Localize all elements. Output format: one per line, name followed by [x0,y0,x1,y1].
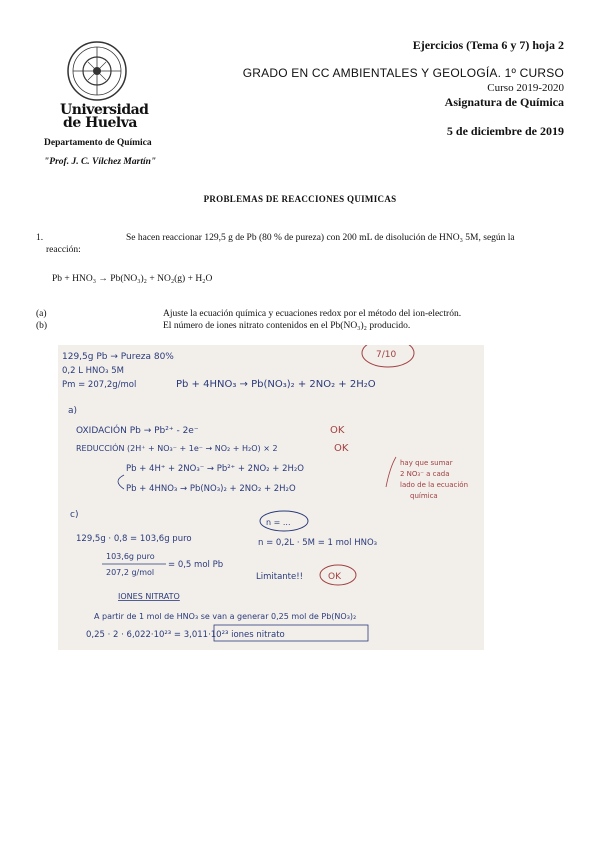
hw-part-a: a) [68,406,78,416]
hw-final-1: A partir de 1 mol de HNO₃ se van a generar 0,25 mol de Pb(NO₃)₂ [94,612,357,621]
hw-reduction: REDUCCIÓN (2H⁺ + NO₃⁻ + 1e⁻ → NO₂ + H₂O) × 2 [76,444,278,453]
hw-given-mass: 129,5g Pb → Pureza 80% [62,352,174,362]
hw-limiting: Limitante!! [256,572,304,582]
university-seal-logo [66,40,128,102]
hw-balanced-eq: Pb + 4HNO₃ → Pb(NO₃)₂ + 2NO₂ + 2H₂O [176,379,376,390]
hw-sum-molecular: Pb + 4HNO₃ → Pb(NO₃)₂ + 2NO₂ + 2H₂O [126,484,296,494]
hw-ok-1: OK [330,425,345,436]
hw-given-acid: 0,2 L HNO₃ 5M [62,366,124,376]
course-label: Curso 2019-2020 [487,82,564,94]
hw-given-pm: Pm = 207,2g/mol [62,380,137,390]
hw-sum-ionic: Pb + 4H⁺ + 2NO₃⁻ → Pb²⁺ + 2NO₂ + 2H₂O [126,464,304,474]
hw-grade: 7/10 [376,350,397,360]
hw-ions-label: IONES NITRATO [118,592,180,601]
hw-frac-top: 103,6g puro [106,552,155,561]
subject-label: Asignatura de Química [444,95,564,109]
hw-part-c: c) [70,510,79,520]
professor-label: "Prof. J. C. Vílchez Martín" [44,157,157,167]
hw-n-box: n = ... [266,518,291,527]
part-a-label: (a) [36,309,47,319]
part-a-text: Ajuste la ecuación química y ecuaciones redox por el método del ion-electrón. [163,309,462,319]
hw-final-2: 0,25 · 2 · 6,022·10²³ = 3,011·10²³ iones nitrato [86,630,285,640]
hw-ok-2: OK [334,443,349,454]
handwritten-solution-photo [58,345,484,650]
reaction-equation: Pb + HNO₃ → Pb(NO₃)₂ + NO₂(g) + H₂O [52,274,213,284]
degree-label: GRADO EN CC AMBIENTALES Y GEOLOGÍA. 1º CURSO [242,66,564,80]
hw-calc-moles: n = 0,2L · 5M = 1 mol HNO₃ [258,538,378,548]
hw-note-3: lado de la ecuación [400,481,469,489]
department-label: Departamento de Química [44,138,152,148]
section-title: PROBLEMAS DE REACCIONES QUIMICAS [203,194,397,204]
university-name: Universidad de Huelva [60,102,149,131]
problem-statement-cont: reacción: [46,245,81,255]
exercise-title: Ejercicios (Tema 6 y 7) hoja 2 [412,38,564,52]
hw-calc-mass: 129,5g · 0,8 = 103,6g puro [76,534,192,544]
part-b-label: (b) [36,321,48,331]
hw-frac-bot: 207,2 g/mol [106,568,155,577]
part-b-text: El número de iones nitrato contenidos en el Pb(NO₃)₂ producido. [163,321,411,331]
problem-statement: Se hacen reaccionar 129,5 g de Pb (80 % de pureza) con 200 mL de disolución de HNO₃ 5M, según la [126,233,515,243]
hw-frac-result: = 0,5 mol Pb [168,560,224,570]
problem-number: 1. [36,233,44,243]
hw-note-1: hay que sumar [400,459,453,467]
hw-ok-3: OK [328,572,341,582]
hw-oxidation: OXIDACIÓN Pb → Pb²⁺ - 2e⁻ [76,426,199,436]
hw-note-2: 2 NO₃⁻ a cada [400,470,450,478]
date-label: 5 de diciembre de 2019 [446,124,564,138]
hw-note-4: química [410,492,438,500]
